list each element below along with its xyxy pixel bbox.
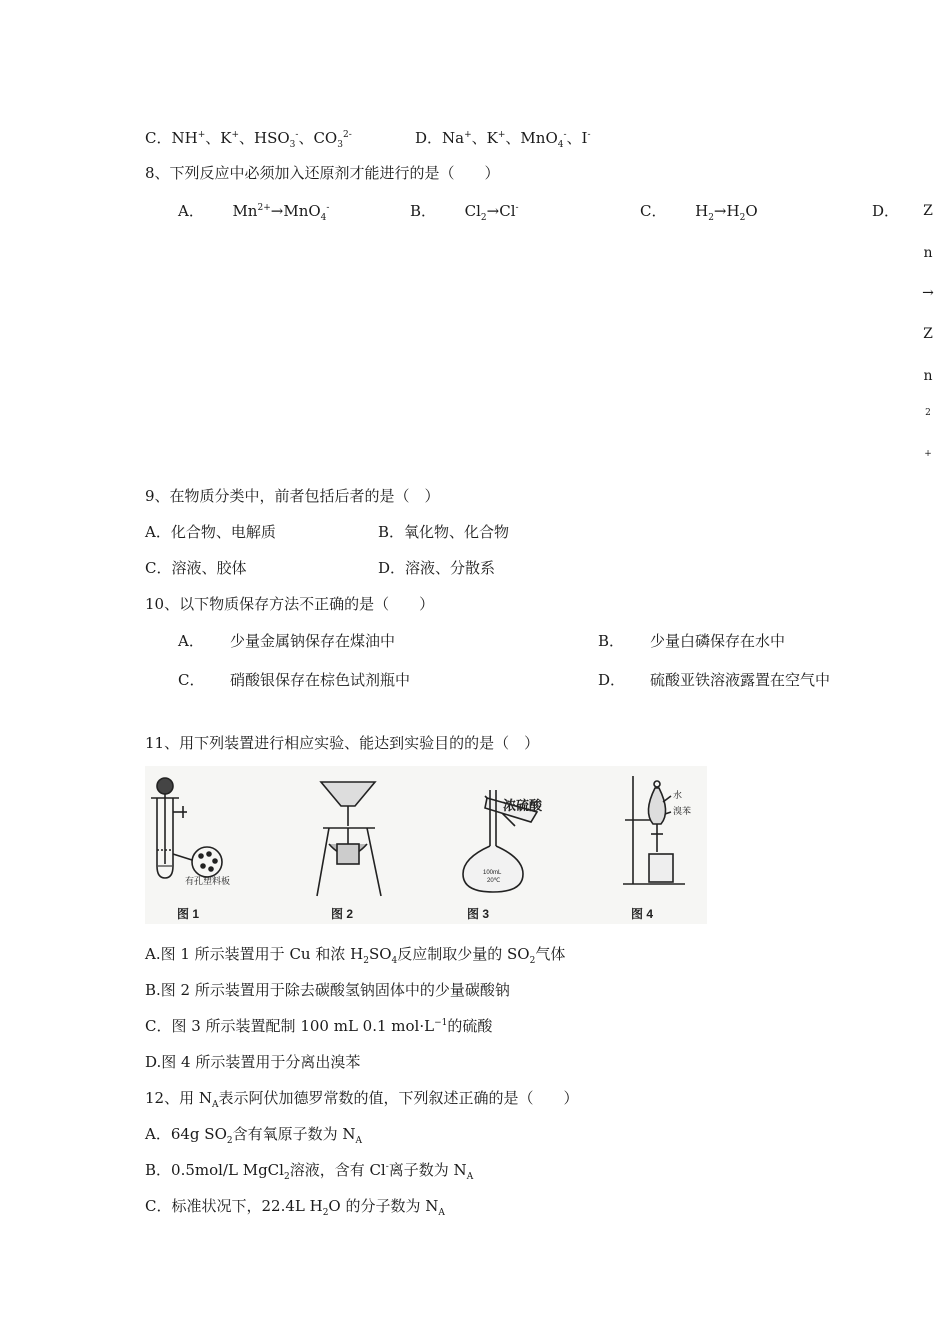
q8-option-d-label: D． [872, 202, 900, 220]
label-flask-temperature: 20℃ [487, 878, 501, 884]
q9-option-a: A．化合物、电解质 [145, 523, 276, 541]
label-fig2: 图 2 [331, 907, 354, 921]
q11-option-b: B.图 2 所示装置用于除去碳酸氢钠固体中的少量碳酸钠 [145, 981, 510, 999]
q8-option-d-char: 2 [925, 408, 931, 418]
q9-option-b: B．氧化物、化合物 [378, 523, 510, 541]
q12-option-a: A．64g $SO_2$含有氧原子数为 $N_A$ [145, 1125, 363, 1146]
fig1-apparatus [151, 778, 222, 878]
label-flask-volume: 100mL [483, 870, 502, 876]
q8-option-d-char: + [924, 449, 932, 459]
q8-option-d-char: Z [923, 326, 933, 342]
q7-option-d: D．Na+、K+、MnO$_4$-、I- [415, 129, 591, 150]
label-acid: 浓硫酸 [503, 798, 543, 813]
q12-option-b: B．0.5mol/L MgCl$_2$溶液，含有 Cl-离子数为 $N_A$ [145, 1161, 474, 1182]
q7-option-c: C．NH+、K+、$HSO_3^-$、$CO_3^{2-}$ [145, 129, 352, 150]
q8-option-a: A． $Mn^{2+}\to MnO_4^-$ [178, 202, 330, 223]
q11-apparatus-figure [145, 766, 707, 924]
q12-stem: 12、用 $N_A$表示阿伏加德罗常数的值，下列叙述正确的是（ ） [145, 1089, 579, 1110]
q11-option-d: D.图 4 所示装置用于分离出溴苯 [145, 1053, 361, 1071]
fig2-apparatus [317, 782, 381, 896]
q11-stem: 11、用下列装置进行相应实验、能达到实验目的的是（ ） [145, 734, 540, 752]
q8-stem: 8、下列反应中必须加入还原剂才能进行的是（ ） [145, 164, 500, 182]
apparatus-drawing [145, 766, 707, 924]
q9-option-c: C．溶液、胶体 [145, 559, 247, 577]
q8-option-d-char: → [922, 285, 934, 301]
label-bromobenzene: 溴苯 [673, 806, 692, 816]
q10-option-a-label: A． [178, 632, 204, 650]
q8-option-d-char: n [923, 368, 933, 384]
label-fig4: 图 4 [631, 907, 654, 921]
label-fig1: 图 1 [177, 907, 200, 921]
q8-option-d-char: n [923, 245, 933, 261]
q8-option-c: C． $H_2\to H_2O$ [640, 202, 758, 223]
q8-option-b: B． $Cl_2\to Cl^-$ [410, 202, 519, 223]
q10-option-d-text: 硫酸亚铁溶液露置在空气中 [650, 671, 831, 689]
q10-option-c-text: 硝酸银保存在棕色试剂瓶中 [230, 671, 411, 689]
q10-option-b-text: 少量白磷保存在水中 [650, 632, 786, 650]
label-plate: 有孔塑料板 [185, 876, 231, 886]
q10-option-b-label: B． [598, 632, 625, 650]
q10-option-c-label: C． [178, 671, 205, 689]
q9-stem: 9、在物质分类中，前者包括后者的是（ ） [145, 487, 440, 505]
q8-option-d-char: Z [923, 203, 933, 219]
q10-option-d-label: D． [598, 671, 626, 689]
label-water: 水 [673, 790, 683, 800]
q12-option-c: C．标准状况下，22.4L $H_2O$ 的分子数为 $N_A$ [145, 1197, 445, 1218]
q10-stem: 10、以下物质保存方法不正确的是（ ） [145, 595, 435, 613]
q10-option-a-text: 少量金属钠保存在煤油中 [230, 632, 396, 650]
q11-option-a: A.图 1 所示装置用于 Cu 和浓 $H_2SO_4$反应制取少量的 $SO_2$气体 [145, 945, 566, 966]
q9-option-d: D．溶液、分散系 [378, 559, 496, 577]
q11-option-c: C．图 3 所示装置配制 100 mL 0.1 $mol\cdot L^{-1}$的硫酸 [145, 1017, 493, 1035]
label-fig3: 图 3 [467, 907, 490, 921]
